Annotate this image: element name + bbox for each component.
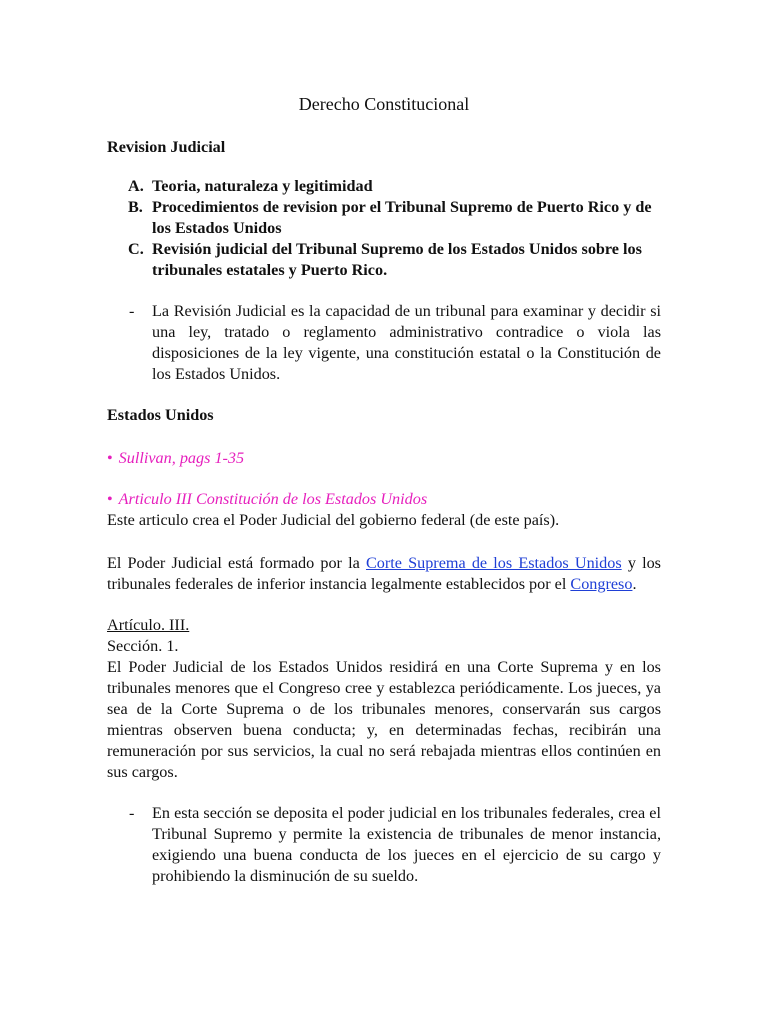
list-item-text: Revisión judicial del Tribunal Supremo de los Estados Unidos sobre los tribunales estatales y Puerto Rico. xyxy=(152,240,642,279)
document-title: Derecho Constitucional xyxy=(298,94,470,114)
paragraph-text: El Poder Judicial está formado por la xyxy=(107,554,366,572)
list-item-text: Teoria, naturaleza y legitimidad xyxy=(152,177,373,195)
list-marker: A. xyxy=(128,177,144,195)
definition-text: La Revisión Judicial es la capacidad de un tribunal para examinar y decidir si una ley, tratado o reglamento administrativo contradice o viola las disposiciones de la ley vigente, una constitución estatal o la Constitución de los Estados Unidos. xyxy=(152,302,661,383)
section-heading-estados-unidos: Estados Unidos xyxy=(107,406,214,424)
link-congreso[interactable]: Congreso xyxy=(570,575,633,593)
bullet-item-sullivan xyxy=(107,448,661,469)
bullet-text: Sullivan, pags 1-35 xyxy=(118,449,245,467)
list-marker: B. xyxy=(128,198,143,216)
article-title: Artículo. III. xyxy=(107,616,190,634)
document-page xyxy=(107,92,661,887)
bullet-item-articulo xyxy=(107,489,661,510)
list-item xyxy=(107,197,661,239)
bullet-icon: • xyxy=(107,490,113,508)
section-label: Sección. 1. xyxy=(107,637,179,655)
definition-note xyxy=(107,301,661,385)
link-corte-suprema[interactable]: Corte Suprema de los Estados Unidos xyxy=(365,554,622,572)
dash-marker: - xyxy=(129,302,135,320)
paragraph-text: . xyxy=(632,575,637,593)
list-item-text: Procedimientos de revision por el Tribunal Supremo de Puerto Rico y de los Estados Unidos xyxy=(152,198,652,237)
paragraph-text: y los tribunales federales de inferior instancia legalmente establecidos por el xyxy=(107,554,661,593)
list-marker: C. xyxy=(128,240,144,258)
paragraph-poder-judicial xyxy=(107,553,661,595)
article-text: El Poder Judicial de los Estados Unidos residirá en una Corte Suprema y en los tribunales menores que el Congreso cree y establezca periódicamente. Los jueces, ya sea de la Corte Suprema o de los tribunales menores, conservarán sus cargos mientras observen buena conducta; y, en determinadas fechas, recibirán una remuneración por sus servicios, la cual no será rebajada mientras ellos continúen en sus cargos. xyxy=(107,658,661,781)
dash-marker: - xyxy=(129,804,135,822)
section-note xyxy=(107,803,661,887)
list-item xyxy=(107,176,661,197)
bullet-icon: • xyxy=(107,449,113,467)
list-item xyxy=(107,239,661,281)
topic-list xyxy=(107,176,661,281)
section-heading-revision-judicial: Revision Judicial xyxy=(107,138,226,156)
paragraph-articulo-intro: Este articulo crea el Poder Judicial del gobierno federal (de este país). xyxy=(107,511,560,529)
section-note-text: En esta sección se deposita el poder judicial en los tribunales federales, crea el Tribunal Supremo y permite la existencia de tribunales de menor instancia, exigiendo una buena conducta de los jueces en el ejercicio de su cargo y prohibiendo la disminución de su sueldo. xyxy=(152,804,661,885)
bullet-text: Articulo III Constitución de los Estados Unidos xyxy=(118,490,428,508)
